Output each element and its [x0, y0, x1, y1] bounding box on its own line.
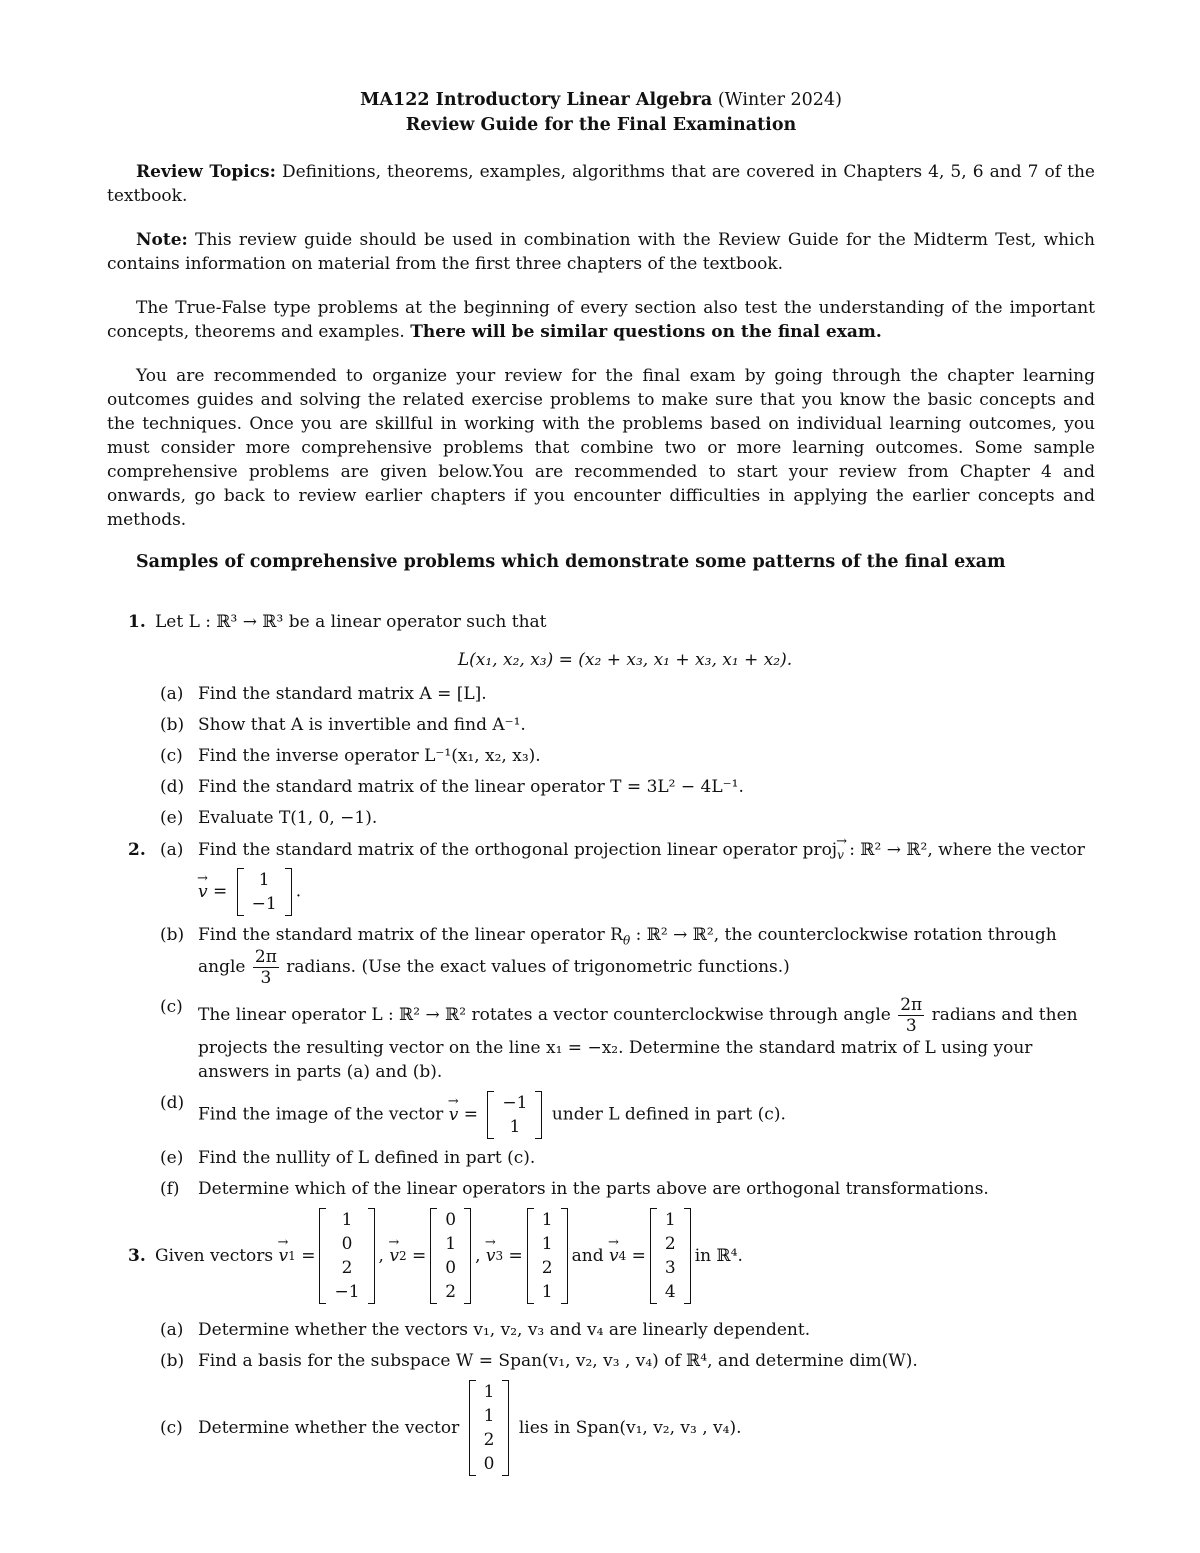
- document-subtitle: Review Guide for the Final Examination: [405, 115, 797, 135]
- vector-entry: 1: [664, 1210, 676, 1230]
- term: (Winter 2024): [717, 90, 842, 110]
- vector-symbol: → v: [198, 880, 208, 904]
- column-vector: [469, 1380, 510, 1476]
- part-text: Show that A is invertible and find A⁻¹.: [198, 715, 526, 735]
- column-vector: [237, 868, 292, 916]
- part-item: [155, 806, 1095, 830]
- part-text: Determine whether the vector: [198, 1418, 460, 1438]
- note-paragraph: [107, 228, 1095, 276]
- topics-label: Review Topics:: [136, 162, 276, 182]
- fraction: [898, 995, 924, 1036]
- part-text: Find the inverse operator L⁻¹(x₁, x₂, x₃).: [198, 746, 541, 766]
- problem-3: [107, 1208, 1095, 1476]
- in-space: in ℝ⁴.: [694, 1246, 743, 1266]
- course-title: MA122 Introductory Linear Algebra: [360, 90, 713, 110]
- part-text: Find the standard matrix A = [L].: [198, 684, 487, 704]
- part-item: (b) Find the standard matrix of the linear operator $R_\theta$ : ℝ² → ℝ², the counterclockwise rotation through angle $\frac{2\pi}{3}$ radians. (Use the exact values of trigonometric functions.): [160, 925, 1057, 988]
- part-item: [155, 1380, 1095, 1476]
- note-text: This review guide should be used in combination with the Review Guide for the Midterm Test, which contains information on material from the first three chapters of the textbook.: [107, 230, 1095, 274]
- given-text: Given vectors: [155, 1246, 274, 1266]
- vector-entry: 2: [541, 1258, 553, 1278]
- part-item: [155, 1318, 1095, 1342]
- part-text: Find the standard matrix of the orthogonal projection linear operator proj: [198, 840, 838, 860]
- document-title: [107, 88, 1095, 113]
- part-item: [155, 713, 1095, 737]
- part-label: (e): [160, 808, 184, 828]
- part-label: (a): [160, 840, 184, 860]
- problem-parts: [155, 838, 1095, 1201]
- part-text: Determine whether the vectors v₁, v₂, v₃ and v₄ are linearly dependent.: [198, 1320, 811, 1340]
- vector-entry: 1: [483, 1406, 495, 1426]
- vector-entry: 0: [341, 1234, 353, 1254]
- vector-symbol: → v: [449, 1103, 459, 1127]
- column-vector-v1: [319, 1208, 374, 1304]
- part-label: (d): [160, 777, 185, 797]
- part-text: Find the standard matrix of the linear operator T = 3L² − 4L⁻¹.: [198, 777, 744, 797]
- vector-entry: 1: [341, 1210, 353, 1230]
- part-label: (f): [160, 1179, 180, 1199]
- fraction: [253, 947, 279, 988]
- part-label: (c): [160, 997, 183, 1017]
- part-label: (b): [160, 715, 185, 735]
- part-text: Evaluate T(1, 0, −1).: [198, 808, 378, 828]
- truefalse-text: The True-False type problems at the beginning of every section also test the understanding of the important concepts, theorems and examples.: [107, 298, 1095, 342]
- problem-equation: L(x₁, x₂, x₃) = (x₂ + x₃, x₁ + x₃, x₁ + x₂).: [457, 650, 793, 670]
- part-text: Determine which of the linear operators in the parts above are orthogonal transformations.: [198, 1179, 989, 1199]
- note-label: Note:: [136, 230, 188, 250]
- vector-entry: 1: [509, 1117, 521, 1137]
- vector-entry: 1: [483, 1382, 495, 1402]
- part-text-end: radians. (Use the exact values of trigonometric functions.): [286, 957, 790, 977]
- part-item: [155, 775, 1095, 799]
- vector-entry: 2: [483, 1430, 495, 1450]
- part-label: (a): [160, 1320, 184, 1340]
- problem-intro: Let L : ℝ³ → ℝ³ be a linear operator such that: [155, 612, 547, 632]
- truefalse-bold: There will be similar questions on the final exam.: [410, 322, 882, 342]
- vector-entry: 1: [541, 1282, 553, 1302]
- document-page: [107, 88, 1095, 1483]
- vector-definition: → v = 1 −1 .: [198, 868, 1095, 916]
- part-item: (a) Find the standard matrix of the orthogonal projection linear operator proj$_v$ : ℝ² → ℝ², where the vector → v = 1 −1 .: [155, 838, 1095, 916]
- vector-symbol: → v: [279, 1244, 289, 1268]
- part-text: Find the image of the vector: [198, 1104, 444, 1125]
- part-text-continued: : ℝ² → ℝ², the counterclockwise rotation through angle: [198, 925, 1057, 977]
- vector-symbol: → v: [609, 1244, 619, 1268]
- column-vector-v3: [527, 1208, 568, 1304]
- part-text: The linear operator L : ℝ² → ℝ² rotates a vector counterclockwise through angle: [198, 1005, 891, 1025]
- vector-entry: 4: [664, 1282, 676, 1302]
- part-label: (d): [160, 1093, 185, 1113]
- problem-parts: [155, 1318, 1095, 1476]
- part-text-continued: under L defined in part (c).: [551, 1104, 786, 1125]
- vector-entry: 0: [445, 1210, 457, 1230]
- part-item: [155, 1146, 1095, 1170]
- part-item: [155, 1349, 1095, 1373]
- part-text-continued: : ℝ² → ℝ², where the vector: [849, 840, 1085, 860]
- part-label: (b): [160, 1351, 185, 1371]
- recommend-paragraph: You are recommended to organize your review for the final exam by going through the chapter learning outcomes guides and solving the related exercise problems to make sure that you know the basic concepts and the techniques. Once you are skillful in working with the problems based on individual learning outcomes, you must consider more comprehensive problems that combine two or more learning outcomes. Some sample comprehensive problems are given below.You are recommended to start your review from Chapter 4 and onwards, go back to review earlier chapters if you encounter difficulties in applying the earlier concepts and methods.: [107, 366, 1095, 530]
- part-label: (c): [160, 1418, 183, 1438]
- fraction-denominator: 3: [260, 968, 272, 988]
- vector-entry: 2: [445, 1282, 457, 1302]
- vector-symbol: → v: [486, 1244, 496, 1268]
- problem-3-statement: 3. Given vectors → v 1 = 1 0 2 −1 , → v 2 = 0 1 0 2 , → v 3 = 1 1 2 1 and → v 4 = 1 2 3 4 in ℝ⁴.: [107, 1208, 1095, 1304]
- problem-number: 2.: [128, 840, 146, 860]
- part-text-continued: lies in Span(v₁, v₂, v₃ , v₄).: [518, 1418, 742, 1438]
- vector-entry: −1: [334, 1282, 360, 1302]
- vector-entry: −1: [251, 894, 277, 914]
- vector-entry: 1: [258, 870, 270, 890]
- part-label: (e): [160, 1148, 184, 1168]
- part-label: (b): [160, 925, 185, 945]
- and-word: and: [571, 1246, 604, 1266]
- review-topics-paragraph: [107, 160, 1095, 208]
- part-item: [155, 995, 1095, 1084]
- vector-entry: 1: [445, 1234, 457, 1254]
- part-item: (d) Find the image of the vector → v = −1 1 under L defined in part (c).: [155, 1091, 1095, 1139]
- problem-number: 3.: [128, 1246, 146, 1266]
- vector-entry: 1: [541, 1210, 553, 1230]
- fraction-numerator: 2π: [900, 995, 923, 1015]
- part-item: [155, 1177, 1095, 1201]
- vector-entry: −1: [502, 1093, 528, 1113]
- samples-heading: Samples of comprehensive problems which demonstrate some patterns of the final exam: [136, 552, 1006, 572]
- problem-2: [107, 838, 1095, 1201]
- fraction-denominator: 3: [905, 1016, 917, 1036]
- part-text: Find the standard matrix of the linear operator R: [198, 925, 623, 945]
- part-c-row: [160, 1380, 1095, 1476]
- vector-symbol: → v: [389, 1244, 399, 1268]
- problem-parts: [155, 682, 1095, 830]
- column-vector-v2: [430, 1208, 471, 1304]
- part-item: [155, 744, 1095, 768]
- vector-entry: 2: [341, 1258, 353, 1278]
- column-vector-v4: [650, 1208, 691, 1304]
- vector-entry: 1: [541, 1234, 553, 1254]
- problem-number: 1.: [128, 612, 146, 632]
- vector-entry: 3: [664, 1258, 676, 1278]
- part-item: [155, 682, 1095, 706]
- topics-text: Definitions, theorems, examples, algorithms that are covered in Chapters 4, 5, 6 and 7 of the textbook.: [107, 162, 1095, 206]
- part-text-continued: radians and then projects the resulting vector on the line x₁ = −x₂. Determine the standard matrix of L using your answers in parts (a) and (b).: [198, 1005, 1078, 1082]
- part-label: (a): [160, 684, 184, 704]
- column-vector: [487, 1091, 542, 1139]
- vector-entry: 0: [445, 1258, 457, 1278]
- part-label: (c): [160, 746, 183, 766]
- part-text: Find the nullity of L defined in part (c).: [198, 1148, 536, 1168]
- truefalse-paragraph: [107, 296, 1095, 344]
- problem-1: [107, 610, 1095, 830]
- vector-entry: 2: [664, 1234, 676, 1254]
- fraction-numerator: 2π: [254, 947, 277, 967]
- part-text: Find a basis for the subspace W = Span(v₁, v₂, v₃ , v₄) of ℝ⁴, and determine dim(W).: [198, 1351, 918, 1371]
- vector-entry: 0: [483, 1454, 495, 1474]
